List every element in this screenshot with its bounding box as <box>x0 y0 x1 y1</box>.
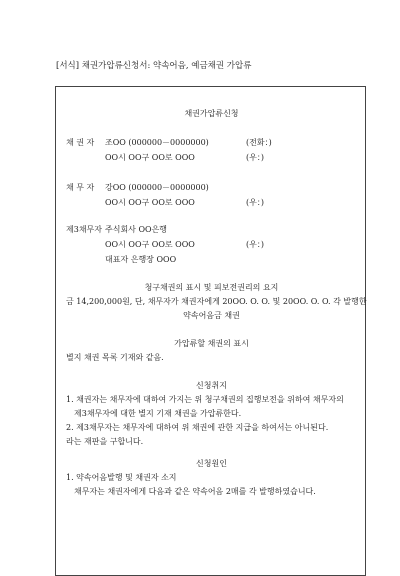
third-debtor-address: OO시 OO구 OO로 OOO <box>105 240 195 249</box>
debtor-name: 강OO (000000－0000000) <box>105 183 209 192</box>
third-debtor-name: 주식회사 OO은행 <box>105 225 168 234</box>
debtor-address: OO시 OO구 OO로 OOO <box>105 198 195 207</box>
reason-heading: 신청원인 <box>196 459 227 468</box>
debtor-postal: (우：) <box>246 198 264 207</box>
creditor-label: 채 권 자 <box>66 138 95 147</box>
purpose-item-2: 2. 제3채무자는 채무자에 대하여 위 채권에 관한 지급을 하여서는 아니된다. <box>66 423 329 432</box>
reason-item-1: 1. 약속어음발행 및 채권자 소지 <box>66 473 177 482</box>
creditor-postal: (우：) <box>246 153 264 162</box>
claim-heading: 청구채권의 표시 및 피보전권리의 요지 <box>144 283 279 292</box>
debtor-label: 채 무 자 <box>66 183 95 192</box>
purpose-closing: 라는 재판을 구합니다. <box>66 437 144 446</box>
third-debtor-rep: 대표자 은행장 OOO <box>105 255 177 264</box>
third-debtor-label: 제3채무자 <box>66 225 103 234</box>
purpose-item-1b: 제3채무자에 대한 별지 기재 채권을 가압류한다. <box>74 409 242 418</box>
seized-line: 별지 채권 목록 기재와 같음. <box>66 353 164 362</box>
third-debtor-postal: (우：) <box>246 240 264 249</box>
form-box <box>55 86 366 576</box>
purpose-item-1a: 1. 채권자는 채무자에 대하여 가지는 위 청구채권의 집행보전을 위하여 채무자의 <box>66 395 344 404</box>
document-header: [서식] 채권가압류신청서: 약속어음, 예금채권 가압류 <box>56 61 252 71</box>
claim-line-2: 약속어음금 채권 <box>183 311 240 320</box>
seized-heading: 가압류할 채권의 표시 <box>174 339 249 348</box>
creditor-phone: (전화：) <box>246 138 272 147</box>
creditor-address: OO시 OO구 OO로 OOO <box>105 153 195 162</box>
claim-line-1: 금 14,200,000원, 단, 채무자가 채권자에게 20OO. O. O. 및 20OO. O. O. 각 발행한 <box>66 297 367 306</box>
reason-item-1-text: 채무자는 채권자에게 다음과 같은 약속어음 2매를 각 발행하였습니다. <box>74 487 316 496</box>
doc-title: 채권가압류신청 <box>184 109 239 118</box>
creditor-name: 조OO (000000－0000000) <box>105 138 209 147</box>
purpose-heading: 신청취지 <box>196 381 227 390</box>
